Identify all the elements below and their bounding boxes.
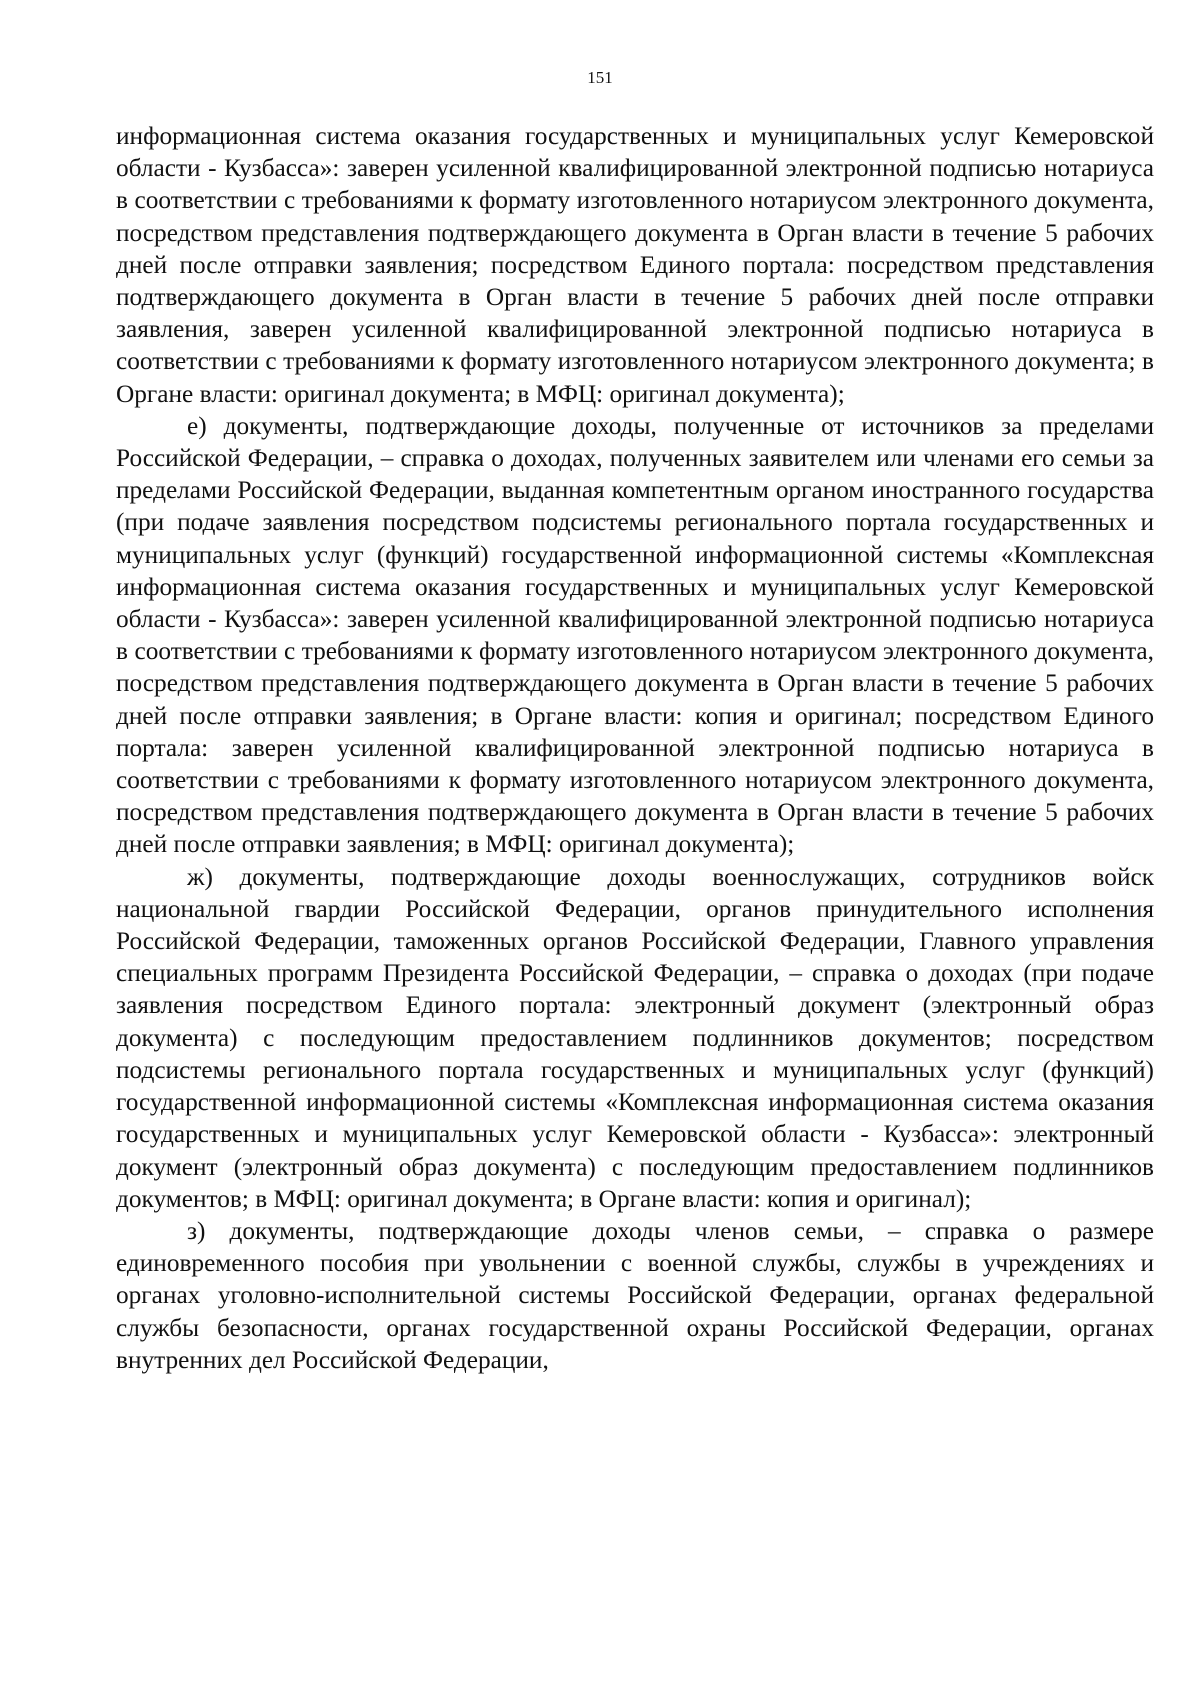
paragraph-item-e: е) документы, подтверждающие доходы, полученные от источников за пределами Российской Федерации, – справка о доходах, полученных заявителем или членами его семьи за пределами Российской Федерации, выданная компетентным органом иностранного государства (при подаче заявления посредством подсистемы регионального портала государственных и муниципальных услуг (функций) государственной информационной системы «Комплексная информационная система оказания государственных и муниципальных услуг Кемеровской области - Кузбасса»: заверен усиленной квалифицированной электронной подписью нотариуса в соответствии с требованиями к формату изготовленного нотариусом электронного документа, посредством представления подтверждающего документа в Орган власти в течение 5 рабочих дней после отправки заявления; в Органе власти: копия и оригинал; посредством Единого портала: заверен усиленной квалифицированной электронной подписью нотариуса в соответствии с требованиями к формату изготовленного нотариусом электронного документа, посредством представления подтверждающего документа в Орган власти в течение 5 рабочих дней после отправки заявления; в МФЦ: оригинал документа); <box>116 411 1154 859</box>
page-number: 151 <box>587 68 613 87</box>
document-body <box>116 120 1154 1376</box>
paragraph-continuation: информационная система оказания государственных и муниципальных услуг Кемеровской области - Кузбасса»: заверен усиленной квалифицированной электронной подписью нотариуса в соответствии с требованиями к формату изготовленного нотариусом электронного документа, посредством представления подтверждающего документа в Орган власти в течение 5 рабочих дней после отправки заявления; посредством Единого портала: посредством представления подтверждающего документа в Орган власти в течение 5 рабочих дней после отправки заявления, заверен усиленной квалифицированной электронной подписью нотариуса в соответствии с требованиями к формату изготовленного нотариусом электронного документа; в Органе власти: оригинал документа; в МФЦ: оригинал документа); <box>116 122 1154 408</box>
paragraph-item-zh: ж) документы, подтверждающие доходы военнослужащих, сотрудников войск национальной гвардии Российской Федерации, органов принудительного исполнения Российской Федерации, таможенных органов Российской Федерации, Главного управления специальных программ Президента Российской Федерации, – справка о доходах (при подаче заявления посредством Единого портала: электронный документ (электронный образ документа) с последующим предоставлением подлинников документов; посредством подсистемы регионального портала государственных и муниципальных услуг (функций) государственной информационной системы «Комплексная информационная система оказания государственных и муниципальных услуг Кемеровской области - Кузбасса»: электронный документ (электронный образ документа) с последующим предоставлением подлинников документов; в МФЦ: оригинал документа; в Органе власти: копия и оригинал); <box>116 862 1154 1213</box>
paragraph-item-z: з) документы, подтверждающие доходы членов семьи, – справка о размере единовременного пособия при увольнении с военной службы, службы в учреждениях и органах уголовно-исполнительной системы Российской Федерации, органах федеральной службы безопасности, органах государственной охраны Российской Федерации, органах внутренних дел Российской Федерации, <box>116 1216 1154 1374</box>
